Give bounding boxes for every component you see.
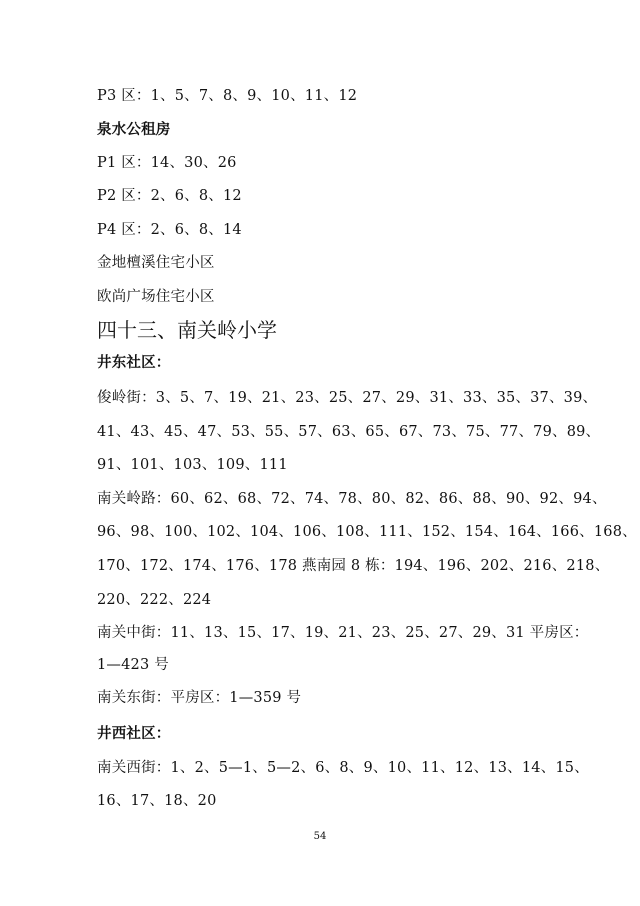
text-line-nanguanzhong-2: 1—423 号	[97, 657, 169, 673]
text-line-junling-1: 俊岭街：3、5、7、19、21、23、25、27、29、31、33、35、37、39、	[97, 390, 598, 406]
text-line-nanguandong: 南关东街：平房区：1—359 号	[97, 690, 302, 706]
text-line-nanguanling-1: 南关岭路：60、62、68、72、74、78、80、82、86、88、90、92、94、	[97, 491, 607, 507]
text-line-nanguanling-2: 96、98、100、102、104、106、108、111、152、154、164、166、168、	[97, 524, 637, 540]
subheading-quanshui: 泉水公租房	[97, 121, 171, 138]
page-number: 54	[313, 831, 327, 842]
text-line-p3: P3 区：1、5、7、8、9、10、11、12	[97, 88, 358, 104]
text-line-nanguanling-4: 220、222、224	[97, 592, 212, 608]
section-heading: 四十三、南关岭小学	[97, 318, 277, 342]
subheading-jingxi: 井西社区：	[97, 725, 171, 742]
subheading-jingdong: 井东社区：	[97, 354, 171, 371]
text-line-nanguanxi-1: 南关西街：1、2、5—1、5—2、6、8、9、10、11、12、13、14、15、	[97, 760, 589, 776]
text-line-p4: P4 区：2、6、8、14	[97, 222, 242, 238]
text-line-junling-2: 41、43、45、47、53、55、57、63、65、67、73、75、77、79、89、	[97, 424, 601, 440]
text-line-jindi: 金地檀溪住宅小区	[97, 255, 215, 271]
text-line-oushang: 欧尚广场住宅小区	[97, 289, 215, 305]
text-line-nanguanzhong-1: 南关中街：11、13、15、17、19、21、23、25、27、29、31 平房区：	[97, 625, 589, 641]
text-line-nanguanling-3: 170、172、174、176、178 燕南园 8 栋：194、196、202、216、218、	[97, 558, 610, 574]
text-line-p1: P1 区：14、30、26	[97, 155, 237, 171]
text-line-nanguanxi-2: 16、17、18、20	[97, 793, 217, 809]
text-line-junling-3: 91、101、103、109、111	[97, 457, 288, 473]
text-line-p2: P2 区：2、6、8、12	[97, 188, 242, 204]
